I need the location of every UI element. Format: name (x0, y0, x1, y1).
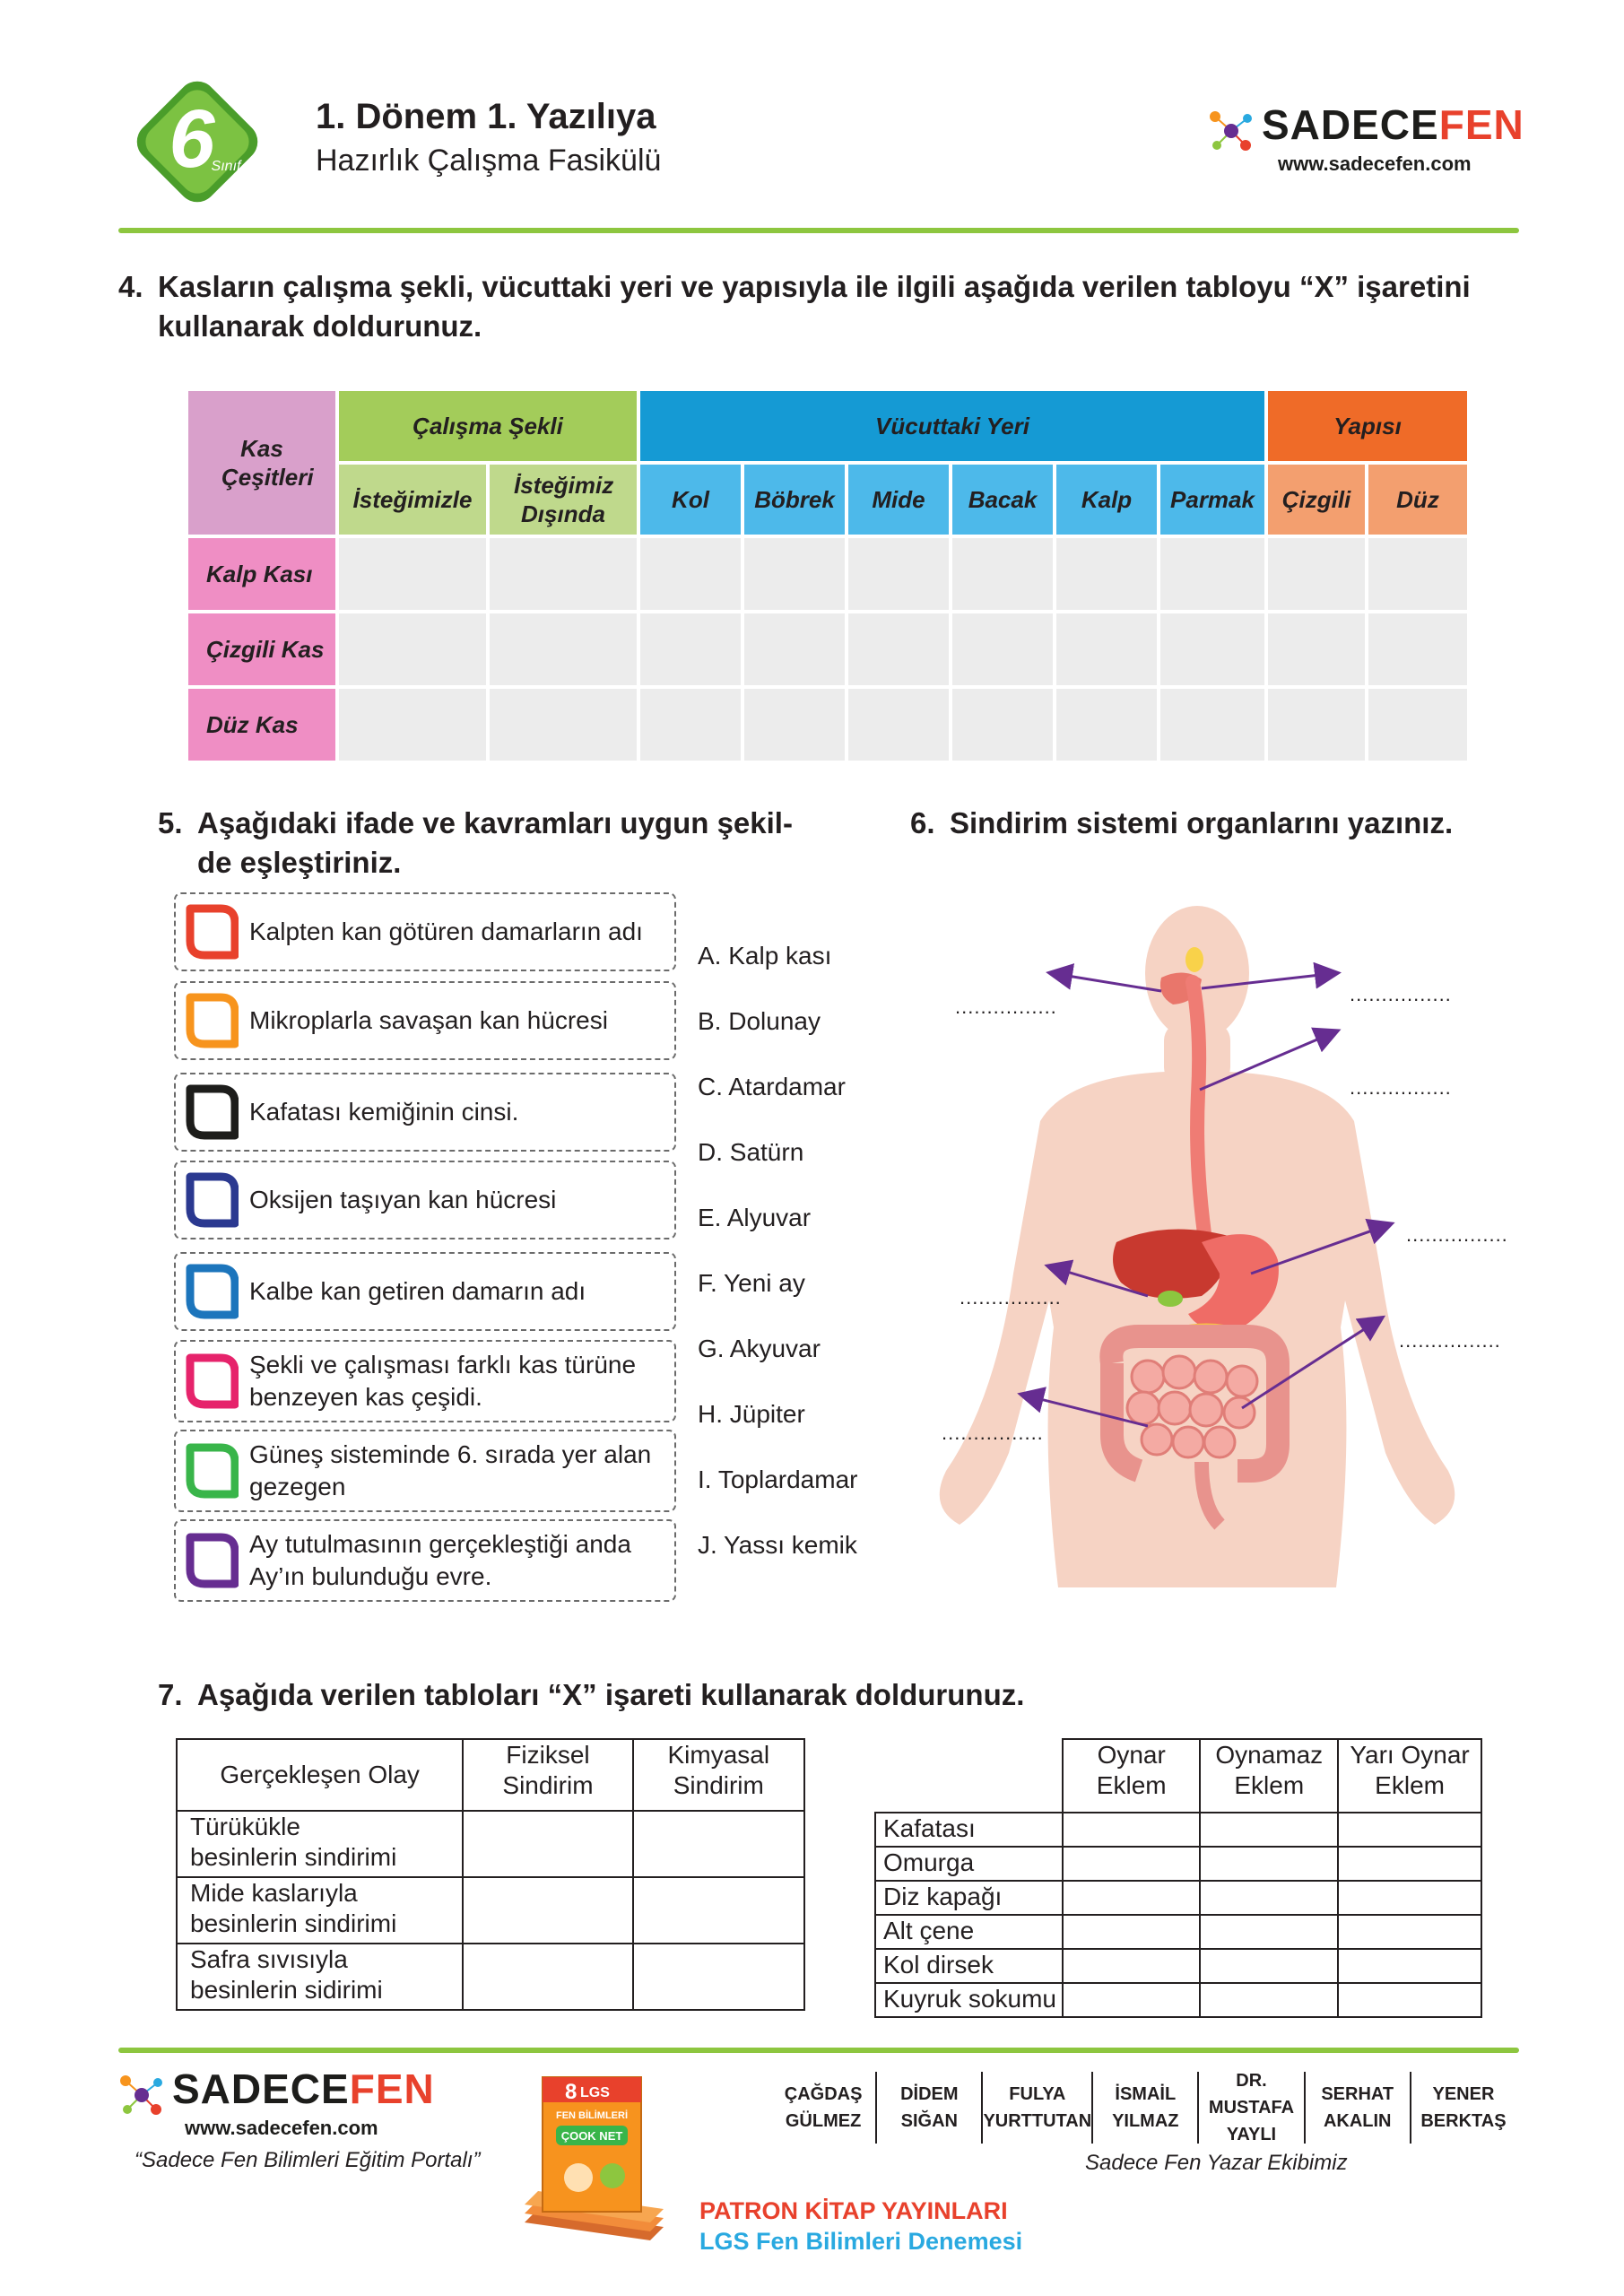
organ-blank[interactable]: ................ (960, 1286, 1062, 1309)
answer-cell[interactable] (1200, 1983, 1338, 2017)
answer-cell[interactable] (1160, 689, 1264, 761)
author-team-label: Sadece Fen Yazar Ekibimiz (1085, 2151, 1348, 2175)
answer-cell[interactable] (1063, 1915, 1200, 1949)
answer-cell[interactable] (1368, 613, 1467, 685)
logo-url: www.sadecefen.com (1278, 152, 1472, 175)
question-7: 7. Aşağıda verilen tabloları “X” işareti kullanarak doldurunuz. (158, 1678, 1025, 1711)
table-corner: Kas Çeşitleri (188, 391, 335, 535)
option-item: A. Kalp kası (698, 942, 832, 970)
answer-cell[interactable] (1200, 1949, 1338, 1983)
answer-cell[interactable] (1063, 1847, 1200, 1881)
answer-cell[interactable] (339, 613, 486, 685)
footer-divider (118, 2048, 1519, 2053)
brand-logo (1206, 99, 1529, 179)
grade-label: Sınıf (211, 159, 241, 174)
answer-cell[interactable] (1056, 538, 1157, 610)
book-cover-image (516, 2070, 668, 2249)
svg-text:ÇOOK NET: ÇOOK NET (560, 2129, 623, 2143)
esophagus (1193, 982, 1206, 1247)
answer-cell[interactable] (848, 613, 949, 685)
table-row-label: Kafatası (875, 1813, 1063, 1847)
page-title: 1. Dönem 1. Yazılıya (316, 97, 656, 136)
row-header: Kalp Kası (188, 538, 335, 610)
table-row-label: Türükükle besinlerin sindirimi (177, 1811, 463, 1877)
organ-blank[interactable]: ................ (942, 1422, 1044, 1444)
answer-cell[interactable] (1200, 1813, 1338, 1847)
joint-table (874, 1738, 1482, 2018)
answer-cell[interactable] (1268, 613, 1365, 685)
matching-statement-text: Ay tutulmasının gerçekleştiği anda Ay’ın bulunduğu evre. (249, 1530, 631, 1590)
matching-statement (174, 981, 676, 1060)
matching-statement-text: Kafatası kemiğinin cinsi. (249, 1098, 519, 1126)
leaf-bullet-icon (185, 1442, 239, 1500)
row-header: Çizgili Kas (188, 613, 335, 685)
molecule-icon (117, 2070, 167, 2120)
organ-blank[interactable]: ................ (1406, 1223, 1508, 1246)
question-5: 5. Aşağıdaki ifade ve kavramları uygun şekil- de eşleştiriniz. (158, 806, 793, 879)
matching-statement-text: Kalpten kan götüren damarların adı (249, 918, 643, 945)
leaf-bullet-icon (185, 992, 239, 1049)
answer-cell[interactable] (744, 613, 845, 685)
answer-cell[interactable] (1160, 613, 1264, 685)
author: DR. MUSTAFA YAYLI (1197, 2072, 1303, 2144)
logo-name: SADECEFEN (1262, 101, 1524, 148)
answer-cell[interactable] (848, 689, 949, 761)
answer-cell[interactable] (952, 538, 1053, 610)
table-row-label: Mide kaslarıyla besinlerin sindirimi (177, 1877, 463, 1944)
author: FULYA YURTTUTAN (981, 2072, 1091, 2144)
table-row-label: Diz kapağı (875, 1881, 1063, 1915)
col-header: Kol (640, 465, 741, 535)
answer-cell[interactable] (1268, 538, 1365, 610)
logo-url: www.sadecefen.com (185, 2117, 378, 2139)
matching-statement (174, 1161, 676, 1239)
matching-statement (174, 1430, 676, 1512)
question-4: 4. Kasların çalışma şekli, vücuttaki yeri ve yapısıyla ile ilgili aşağıda verilen tabloyu “X” işaretini kullanarak doldurunuz. (118, 270, 1471, 343)
answer-cell[interactable] (640, 538, 741, 610)
footer-logo (117, 2063, 439, 2139)
option-item: E. Alyuvar (698, 1204, 812, 1231)
publisher-subtitle: LGS Fen Bilimleri Denemesi (699, 2228, 1023, 2255)
table-header: Kimyasal Sindirim (633, 1739, 804, 1811)
col-header: Kalp (1056, 465, 1157, 535)
question-6: 6. Sindirim sistemi organlarını yazınız. (910, 806, 1454, 839)
answer-cell[interactable] (1063, 1983, 1200, 2017)
col-header: Parmak (1160, 465, 1264, 535)
leaf-bullet-icon (185, 1083, 239, 1141)
group-header-vucut: Vücuttaki Yeri (640, 391, 1264, 461)
answer-cell[interactable] (640, 613, 741, 685)
matching-statement-text: Oksijen taşıyan kan hücresi (249, 1186, 557, 1213)
organ-blank[interactable]: ................ (1350, 983, 1452, 1005)
answer-cell[interactable] (1368, 538, 1467, 610)
answer-cell[interactable] (633, 1811, 804, 1877)
table-row-label: Safra sıvısıyla besinlerin sidirimi (177, 1944, 463, 2010)
option-item: D. Satürn (698, 1138, 804, 1166)
salivary-gland (1185, 947, 1203, 972)
col-header: Mide (848, 465, 949, 535)
author: ÇAĞDAŞ GÜLMEZ (784, 2084, 863, 2131)
table-row-label: Kol dirsek (875, 1949, 1063, 1983)
molecule-icon (1206, 106, 1256, 156)
grade-number: 6 (169, 93, 215, 185)
answer-cell[interactable] (1063, 1949, 1200, 1983)
option-item: F. Yeni ay (698, 1269, 805, 1297)
matching-statement (174, 1519, 676, 1602)
leaf-bullet-icon (185, 1171, 239, 1229)
organ-blank[interactable]: ................ (1350, 1076, 1452, 1099)
author: DİDEM SIĞAN (875, 2072, 981, 2144)
table-header: Yarı Oynar Eklem (1338, 1739, 1481, 1813)
matching-statement (174, 1252, 676, 1331)
svg-text:FEN BİLİMLERİ: FEN BİLİMLERİ (555, 2110, 629, 2121)
option-item: C. Atardamar (698, 1073, 846, 1100)
option-item: H. Jüpiter (698, 1400, 805, 1428)
answer-cell[interactable] (490, 538, 637, 610)
answer-cell[interactable] (1338, 1983, 1481, 2017)
organ-blank[interactable]: ................ (955, 996, 1057, 1018)
header-divider (118, 228, 1519, 233)
table-header: Fiziksel Sindirim (463, 1739, 632, 1811)
col-header: Böbrek (744, 465, 845, 535)
answer-cell[interactable] (1268, 689, 1365, 761)
col-header: Bacak (952, 465, 1053, 535)
leaf-bullet-icon (185, 1352, 239, 1410)
answer-cell[interactable] (1338, 1813, 1481, 1847)
answer-cell[interactable] (744, 689, 845, 761)
col-header: İsteğimizle (339, 465, 486, 535)
matching-statement (174, 892, 676, 971)
answer-cell[interactable] (1160, 538, 1264, 610)
answer-cell[interactable] (633, 1877, 804, 1944)
table-header: Oynamaz Eklem (1200, 1739, 1338, 1813)
option-item: B. Dolunay (698, 1007, 821, 1035)
grade-badge (126, 70, 269, 213)
answer-cell[interactable] (848, 538, 949, 610)
option-item: G. Akyuvar (698, 1335, 821, 1362)
answer-cell[interactable] (1056, 613, 1157, 685)
leaf-bullet-icon (185, 1263, 239, 1320)
answer-cell[interactable] (490, 613, 637, 685)
author: İSMAİL YILMAZ (1091, 2072, 1197, 2144)
option-item: I. Toplardamar (698, 1465, 858, 1493)
answer-cell[interactable] (1200, 1847, 1338, 1881)
col-header: Düz (1368, 465, 1467, 535)
answer-cell[interactable] (1056, 689, 1157, 761)
row-header: Düz Kas (188, 689, 335, 761)
page-subtitle: Hazırlık Çalışma Fasikülü (316, 144, 662, 178)
answer-cell[interactable] (633, 1944, 804, 2010)
answer-cell[interactable] (490, 689, 637, 761)
answer-cell[interactable] (339, 538, 486, 610)
answer-cell[interactable] (463, 1944, 632, 2010)
answer-cell[interactable] (1200, 1915, 1338, 1949)
matching-statement-text: Kalbe kan getiren damarın adı (249, 1277, 586, 1305)
leaf-bullet-icon (185, 1532, 239, 1589)
author: YENER BERKTAŞ (1410, 2072, 1515, 2144)
answer-cell[interactable] (640, 689, 741, 761)
table-header: Gerçekleşen Olay (177, 1739, 463, 1811)
matching-statement-text: Şekli ve çalışması farklı kas türüne benzeyen kas çeşidi. (249, 1351, 637, 1411)
logo-name: SADECEFEN (172, 2066, 435, 2112)
author: SERHAT AKALIN (1304, 2072, 1410, 2144)
gallbladder (1158, 1291, 1183, 1307)
digestion-table (176, 1738, 805, 2011)
matching-statement (174, 1340, 676, 1422)
answer-cell[interactable] (1063, 1813, 1200, 1847)
matching-statement (174, 1073, 676, 1152)
table-header: Oynar Eklem (1063, 1739, 1200, 1813)
answer-cell[interactable] (1063, 1881, 1200, 1915)
matching-statement-text: Güneş sisteminde 6. sırada yer alan gezegen (249, 1440, 652, 1500)
answer-cell[interactable] (952, 689, 1053, 761)
answer-cell[interactable] (1338, 1949, 1481, 1983)
answer-cell[interactable] (1338, 1881, 1481, 1915)
answer-cell[interactable] (744, 538, 845, 610)
answer-cell[interactable] (463, 1877, 632, 1944)
col-header: Çizgili (1268, 465, 1365, 535)
answer-cell[interactable] (1338, 1915, 1481, 1949)
answer-cell[interactable] (1368, 689, 1467, 761)
group-header-yapi: Yapısı (1268, 391, 1467, 461)
answer-cell[interactable] (1338, 1847, 1481, 1881)
matching-statement-text: Mikroplarla savaşan kan hücresi (249, 1006, 608, 1034)
answer-cell[interactable] (1200, 1881, 1338, 1915)
leaf-bullet-icon (185, 903, 239, 961)
answer-cell[interactable] (952, 613, 1053, 685)
answer-cell[interactable] (339, 689, 486, 761)
table-row-label: Kuyruk sokumu (875, 1983, 1063, 2017)
table-row-label: Omurga (875, 1847, 1063, 1881)
option-item: J. Yassı kemik (698, 1531, 857, 1559)
table-row-label: Alt çene (875, 1915, 1063, 1949)
answer-cell[interactable] (463, 1811, 632, 1877)
muscle-table (188, 391, 1467, 768)
group-header-calisma: Çalışma Şekli (339, 391, 637, 461)
col-header: İsteğimiz Dışında (490, 465, 637, 535)
author-list (771, 2072, 1515, 2144)
organ-blank[interactable]: ................ (1399, 1329, 1501, 1352)
svg-text:8: 8 (565, 2080, 578, 2104)
publisher-name: PATRON KİTAP YAYINLARI (699, 2197, 1008, 2224)
footer-tagline: “Sadece Fen Bilimleri Eğitim Portalı” (135, 2148, 481, 2172)
svg-text:LGS: LGS (580, 2085, 610, 2100)
